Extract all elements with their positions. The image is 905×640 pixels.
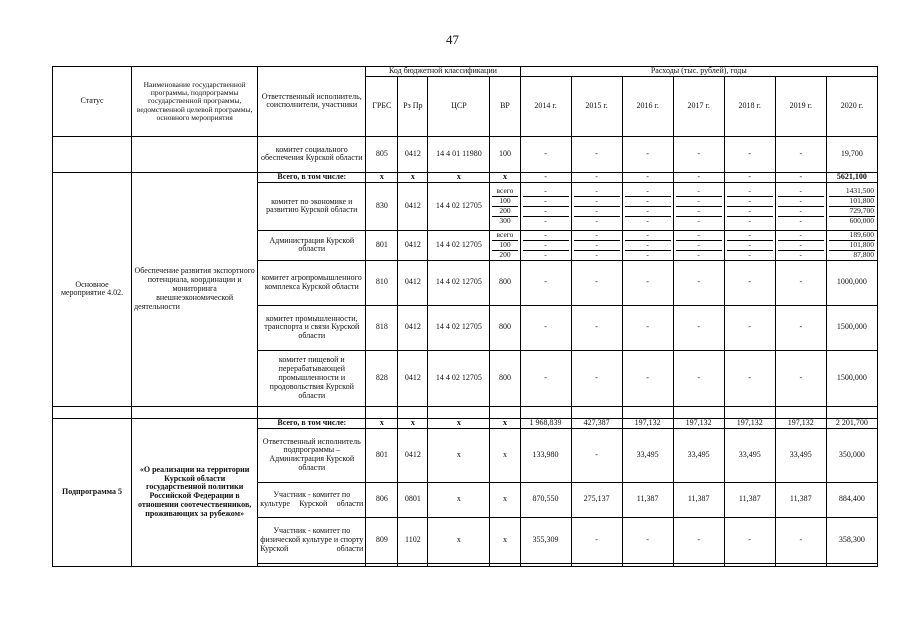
- value-cell: -: [697, 250, 700, 260]
- csr-cell: x: [428, 482, 490, 517]
- value-cell: -: [544, 250, 547, 260]
- csr-cell: x: [428, 418, 490, 428]
- value-cell: -: [571, 172, 622, 182]
- value-cell: -: [574, 240, 620, 250]
- value-cell: -: [673, 305, 724, 350]
- value-cell: -: [724, 350, 775, 406]
- value-cell: -: [673, 260, 724, 305]
- value-cell: 197,132: [724, 418, 775, 428]
- value-cell: -: [676, 206, 722, 216]
- value-cell: -: [520, 305, 571, 350]
- csr-cell: 14 4 02 12705: [428, 350, 490, 406]
- grbs-cell: 809: [366, 517, 398, 563]
- name-cell: Обеспечение развития экспортного потенциала, координации и мониторинга внешнеэкономической деятельности: [132, 172, 258, 406]
- value-cell: -: [748, 250, 751, 260]
- header-year: 2020 г.: [826, 76, 877, 136]
- header-vr: ВР: [490, 76, 520, 136]
- value-cell: 33,495: [775, 428, 826, 482]
- value-cell: -: [622, 517, 673, 563]
- value-cell: -: [775, 136, 826, 172]
- csr-cell: 14 4 02 12705: [428, 230, 490, 260]
- value-cell: -: [523, 187, 569, 197]
- value-cell: -: [673, 172, 724, 182]
- value-cell: 33,495: [724, 428, 775, 482]
- vr-cell: x: [490, 418, 520, 428]
- value-cell: -: [727, 196, 773, 206]
- value-cell: -: [622, 305, 673, 350]
- value-cell: -: [571, 350, 622, 406]
- value-cell: -: [523, 231, 569, 241]
- value-cell: -: [673, 517, 724, 563]
- vr-cell: 800: [490, 305, 520, 350]
- value-cell: -: [574, 187, 620, 197]
- header-year: 2018 г.: [724, 76, 775, 136]
- vr-cell: x: [490, 482, 520, 517]
- value-cell: 87,800: [853, 250, 874, 260]
- grbs-cell: 805: [366, 136, 398, 172]
- value-cell: -: [574, 206, 620, 216]
- header-rzpr: Рз Пр: [398, 76, 428, 136]
- header-status: Статус: [53, 67, 132, 137]
- value-cell: 101,800: [829, 196, 875, 206]
- value-cell: -: [520, 260, 571, 305]
- csr-cell: 14 4 02 12705: [428, 305, 490, 350]
- rzpr-cell: 0412: [398, 428, 428, 482]
- vr-cell: 800: [490, 260, 520, 305]
- value-cell: -: [571, 305, 622, 350]
- grbs-cell: 810: [366, 260, 398, 305]
- value-cell: -: [523, 240, 569, 250]
- header-name: Наименование государственной программы, подпрограммы государственной программы, ведомственной целевой программы, основного мероприятия: [132, 67, 258, 137]
- vr-cell: x: [490, 172, 520, 182]
- value-cell: -: [724, 305, 775, 350]
- value-cell: 11,387: [622, 482, 673, 517]
- status-cell: Подпрограмма 5: [53, 418, 132, 566]
- value-cell: -: [799, 250, 803, 260]
- value-cell: -: [697, 216, 700, 226]
- rzpr-cell: 0412: [398, 305, 428, 350]
- vr-cell: всего: [492, 231, 517, 241]
- csr-cell: x: [428, 172, 490, 182]
- value-cell: -: [748, 216, 751, 226]
- vr-cell: 200: [492, 206, 517, 216]
- header-year: 2016 г.: [622, 76, 673, 136]
- value-cell: 11,387: [673, 482, 724, 517]
- rzpr-cell: 0412: [398, 182, 428, 230]
- value-cell: -: [676, 187, 722, 197]
- value-cell: -: [646, 216, 649, 226]
- value-cell: 189,600: [829, 231, 875, 241]
- value-cell: 729,700: [829, 206, 875, 216]
- value-cell: -: [595, 216, 598, 226]
- value-cell: 1 968,839: [520, 418, 571, 428]
- csr-cell: 14 4 01 11980: [428, 136, 490, 172]
- value-cell: -: [778, 240, 824, 250]
- table-row: [53, 172, 878, 182]
- value-cell: -: [571, 517, 622, 563]
- value-cell: 101,800: [829, 240, 875, 250]
- rzpr-cell: 1102: [398, 517, 428, 563]
- value-cell: 358,300: [826, 517, 877, 563]
- value-cell: -: [778, 231, 824, 241]
- value-cell: -: [622, 136, 673, 172]
- executor-cell: комитет пищевой и перерабатывающей промышленности и продовольствия Курской области: [258, 350, 366, 406]
- vr-cell: 300: [499, 216, 511, 226]
- value-cell: -: [520, 350, 571, 406]
- executor-cell: комитет по экономике и развитию Курской области: [258, 182, 366, 230]
- value-cell: 1431,500: [829, 187, 875, 197]
- value-cell: -: [625, 240, 671, 250]
- value-cell: 355,309: [520, 517, 571, 563]
- value-cell: 427,387: [571, 418, 622, 428]
- vr-cell: 100: [492, 196, 517, 206]
- value-cell: 1000,000: [826, 260, 877, 305]
- value-cell: -: [574, 231, 620, 241]
- rzpr-cell: 0412: [398, 230, 428, 260]
- grbs-cell: x: [366, 172, 398, 182]
- value-cell: 33,495: [622, 428, 673, 482]
- grbs-cell: 830: [366, 182, 398, 230]
- vr-cell: 100: [490, 136, 520, 172]
- grbs-cell: 818: [366, 305, 398, 350]
- table-row: [53, 406, 878, 418]
- value-cell: -: [724, 260, 775, 305]
- header-year: 2015 г.: [571, 76, 622, 136]
- value-cell: -: [727, 206, 773, 216]
- csr-cell: x: [428, 517, 490, 563]
- rzpr-cell: x: [398, 172, 428, 182]
- value-cell: -: [523, 196, 569, 206]
- value-cell: -: [724, 172, 775, 182]
- value-cell: -: [727, 187, 773, 197]
- value-cell: -: [625, 231, 671, 241]
- csr-cell: 14 4 02 12705: [428, 182, 490, 230]
- value-cell: 197,132: [622, 418, 673, 428]
- header-executor: Ответственный исполнитель, соисполнители, участники: [258, 67, 366, 137]
- executor-cell: комитет агропромышленного комплекса Курской области: [258, 260, 366, 305]
- value-cell: -: [625, 187, 671, 197]
- header-csr: ЦСР: [428, 76, 490, 136]
- csr-cell: x: [428, 428, 490, 482]
- value-cell: 19,700: [826, 136, 877, 172]
- header-year: 2014 г.: [520, 76, 571, 136]
- value-cell: -: [625, 206, 671, 216]
- value-cell: -: [676, 240, 722, 250]
- table-row: [53, 418, 878, 428]
- value-cell: -: [622, 172, 673, 182]
- value-cell: -: [775, 172, 826, 182]
- value-cell: -: [622, 350, 673, 406]
- executor-cell: Всего, в том числе:: [258, 172, 366, 182]
- rzpr-cell: x: [398, 418, 428, 428]
- executor-cell: комитет социального обеспечения Курской области: [258, 136, 366, 172]
- grbs-cell: 801: [366, 230, 398, 260]
- value-cell: -: [676, 196, 722, 206]
- value-cell: -: [775, 517, 826, 563]
- value-cell: 1500,000: [826, 305, 877, 350]
- value-cell: -: [724, 517, 775, 563]
- value-cell: 350,000: [826, 428, 877, 482]
- executor-cell: Всего, в том числе:: [258, 418, 366, 428]
- status-cell: Основное мероприятие 4.02.: [53, 172, 132, 406]
- grbs-cell: x: [366, 418, 398, 428]
- budget-table: [52, 66, 878, 567]
- value-cell: 884,400: [826, 482, 877, 517]
- table-row: [53, 136, 878, 172]
- rzpr-cell: 0412: [398, 260, 428, 305]
- value-cell: -: [520, 172, 571, 182]
- value-cell: -: [574, 196, 620, 206]
- grbs-cell: 806: [366, 482, 398, 517]
- executor-cell: Участник - комитет по культуре Курской области: [258, 482, 366, 517]
- executor-cell: комитет промышленности, транспорта и связи Курской области: [258, 305, 366, 350]
- value-cell: -: [775, 305, 826, 350]
- value-cell: -: [778, 196, 824, 206]
- value-cell: -: [676, 231, 722, 241]
- header-grbs: ГРБС: [366, 76, 398, 136]
- vr-cell: 800: [490, 350, 520, 406]
- value-cell: 11,387: [724, 482, 775, 517]
- vr-cell: x: [490, 428, 520, 482]
- csr-cell: 14 4 02 12705: [428, 260, 490, 305]
- value-cell: -: [727, 240, 773, 250]
- value-cell: -: [571, 260, 622, 305]
- vr-cell: 100: [492, 240, 517, 250]
- value-cell: -: [775, 350, 826, 406]
- executor-cell: Ответственный исполнитель подпрограммы – Администрация Курской области: [258, 428, 366, 482]
- value-cell: 600,000: [849, 216, 874, 226]
- page-number: 47: [446, 32, 459, 47]
- header-budget-code: Код бюджетной классификации: [366, 67, 520, 77]
- header-year: 2017 г.: [673, 76, 724, 136]
- value-cell: -: [778, 187, 824, 197]
- value-cell: -: [571, 428, 622, 482]
- value-cell: -: [673, 136, 724, 172]
- value-cell: -: [520, 136, 571, 172]
- executor-cell: Участник - комитет по физической культуре и спорту Курской области: [258, 517, 366, 563]
- value-cell: 133,980: [520, 428, 571, 482]
- value-cell: -: [571, 136, 622, 172]
- rzpr-cell: 0412: [398, 350, 428, 406]
- vr-cell: всего: [492, 187, 517, 197]
- header-expenses: Расходы (тыс. рублей), годы: [520, 67, 877, 77]
- value-cell: 275,137: [571, 482, 622, 517]
- value-cell: 33,495: [673, 428, 724, 482]
- value-cell: 197,132: [673, 418, 724, 428]
- value-cell: -: [724, 136, 775, 172]
- vr-cell: x: [490, 517, 520, 563]
- value-cell: 2 201,700: [826, 418, 877, 428]
- value-cell: -: [544, 216, 547, 226]
- value-cell: -: [778, 206, 824, 216]
- value-cell: -: [727, 231, 773, 241]
- vr-cell: 200: [499, 250, 511, 260]
- value-cell: -: [625, 196, 671, 206]
- value-cell: -: [799, 216, 803, 226]
- value-cell: 197,132: [775, 418, 826, 428]
- grbs-cell: 801: [366, 428, 398, 482]
- rzpr-cell: 0412: [398, 136, 428, 172]
- rzpr-cell: 0801: [398, 482, 428, 517]
- value-cell: 5621,100: [826, 172, 877, 182]
- value-cell: -: [673, 350, 724, 406]
- value-cell: -: [595, 250, 598, 260]
- value-cell: -: [622, 260, 673, 305]
- value-cell: 11,387: [775, 482, 826, 517]
- value-cell: 1500,000: [826, 350, 877, 406]
- header-year: 2019 г.: [775, 76, 826, 136]
- grbs-cell: 828: [366, 350, 398, 406]
- name-cell: «О реализации на территории Курской области государственной политики Российской Федерации в отношении соотечественников, проживающих за рубежом»: [132, 418, 258, 566]
- value-cell: -: [523, 206, 569, 216]
- value-cell: 870,550: [520, 482, 571, 517]
- executor-cell: Администрация Курской области: [258, 230, 366, 260]
- value-cell: -: [646, 250, 649, 260]
- value-cell: -: [775, 260, 826, 305]
